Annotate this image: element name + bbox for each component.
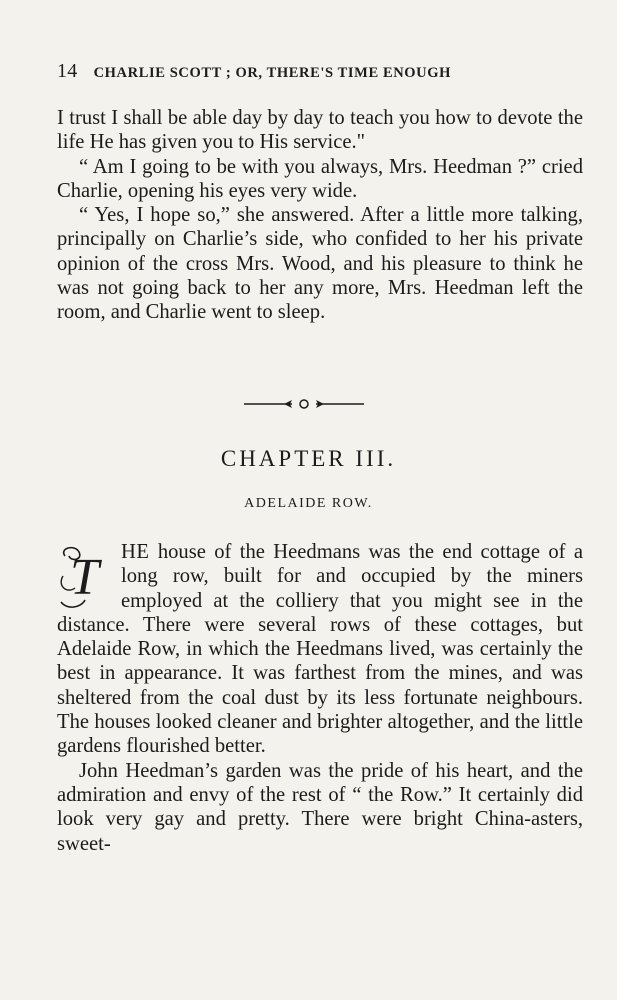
svg-text:T: T bbox=[70, 549, 99, 606]
chapter-subtitle: ADELAIDE ROW. bbox=[244, 496, 373, 511]
paragraph-text: house of the Heedmans was the end cottage of a long row, built for and occupied by the miners employed at the colliery that you might see in the distance. There were several rows of these cottages, but Adelaide Row, in which the Heedmans lived, was certainly the best in appearance. It was farthest from the mines, and was sheltered from the coal dust by its less fortunate neighbours. The houses looked cleaner and brighter altogether, and the little gardens flourished better. bbox=[57, 541, 583, 758]
running-head: CHARLIE SCOTT ; OR, THERE'S TIME ENOUGH bbox=[93, 65, 451, 81]
page-number: 14 bbox=[57, 60, 78, 82]
section-divider-ornament bbox=[244, 396, 364, 412]
text-block-chapter bbox=[57, 540, 583, 856]
paragraph: “ Am I going to be with you always, Mrs. Heedman ?” cried Charlie, opening his eyes very wide. bbox=[57, 155, 583, 202]
paragraph: John Heedman’s garden was the pride of his heart, and the admiration and envy of the rest of “ the Row.” It certainly did look very gay and pretty. There were bright China-asters, sweet- bbox=[57, 759, 583, 855]
paragraph: I trust I shall be able day by day to teach you how to devote the life He has given you to His service." bbox=[57, 107, 583, 154]
ornamental-dropcap bbox=[57, 542, 115, 612]
page-header bbox=[57, 60, 557, 83]
paragraph: “ Yes, I hope so,” she answered. After a little more talking, principally on Charlie’s side, who confided to her his private opinion of the cross Mrs. Wood, and his pleasure to think he was not going back to her any more, Mrs. Heedman left the room, and Charlie went to sleep. bbox=[57, 204, 583, 324]
opening-paragraph bbox=[57, 540, 583, 759]
chapter-title: CHAPTER III. bbox=[220, 446, 397, 471]
first-word-rest: HE bbox=[121, 541, 150, 563]
text-block-top bbox=[57, 106, 583, 325]
dropcap-flourish-icon bbox=[57, 542, 115, 612]
